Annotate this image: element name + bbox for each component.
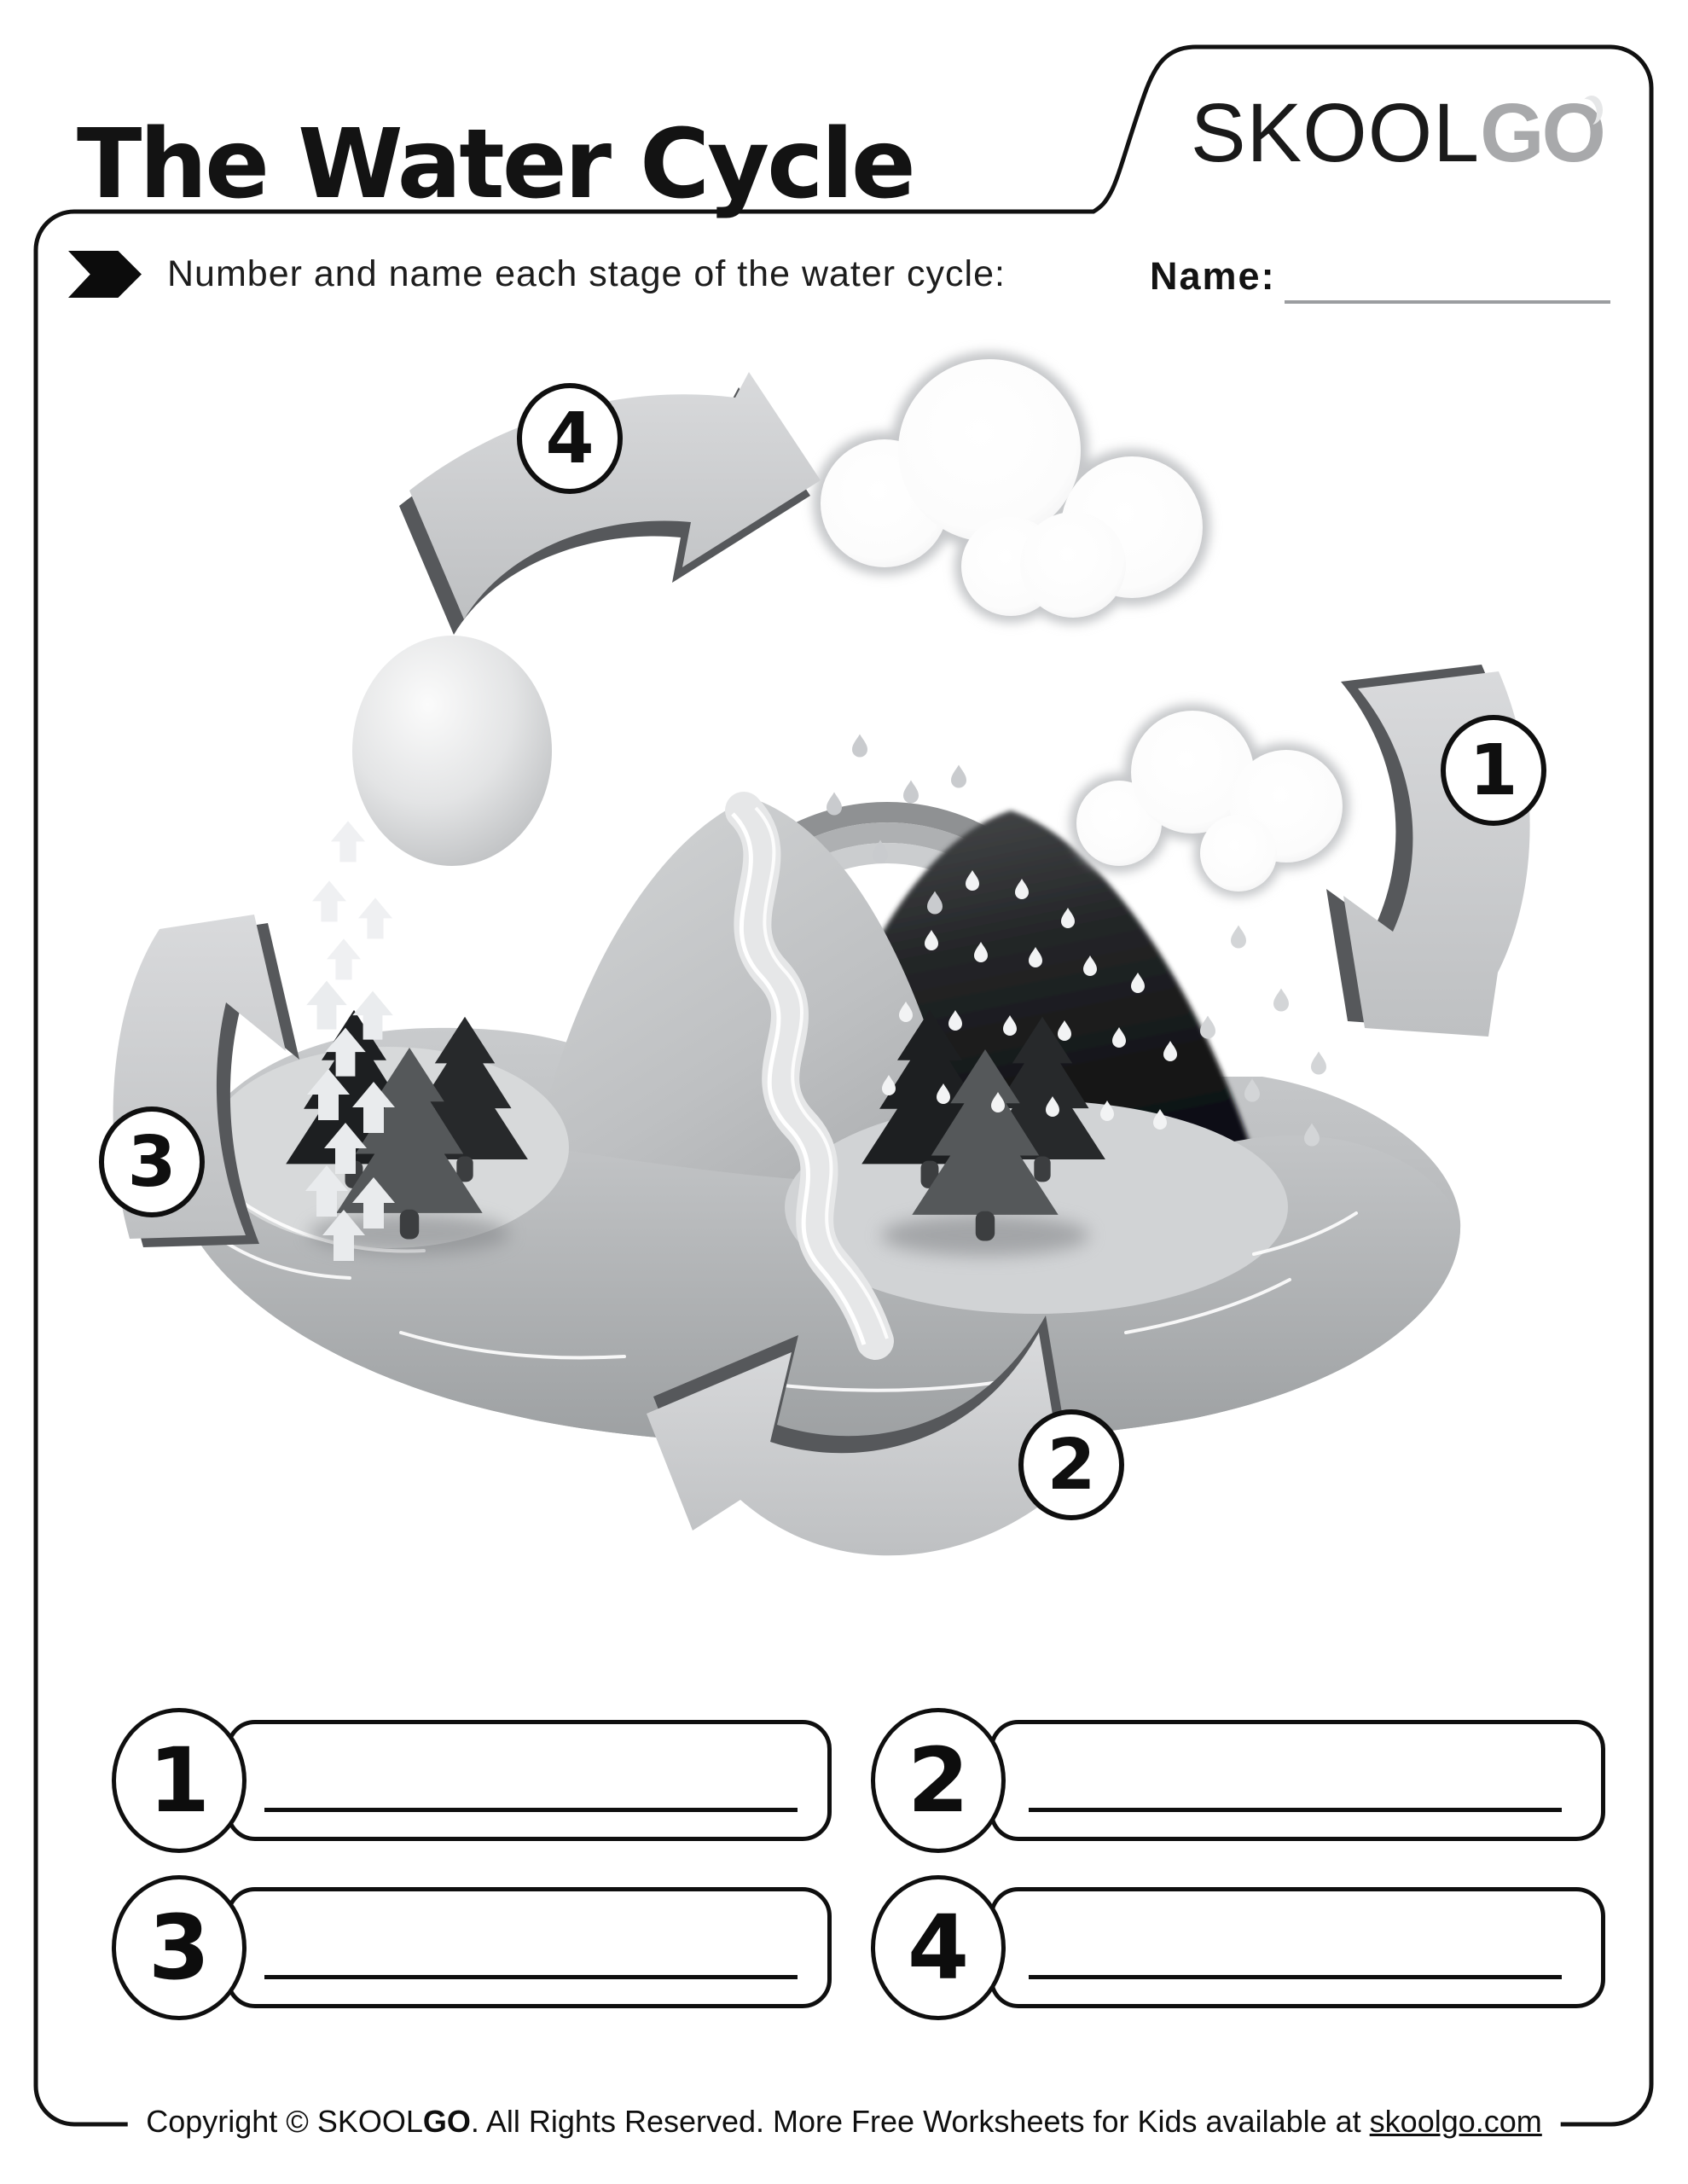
- answer-box-4: [989, 1887, 1605, 2008]
- name-label: Name:: [1150, 254, 1276, 298]
- instruction-text: Number and name each stage of the water cycle:: [167, 253, 1006, 294]
- answer-number-4: 4: [871, 1875, 1006, 2020]
- answer-number-3: 3: [112, 1875, 247, 2020]
- answer-line-2[interactable]: [1029, 1808, 1562, 1812]
- logo-lens-icon: [1575, 99, 1597, 128]
- answer-line-3[interactable]: [264, 1975, 798, 1979]
- answer-box-3: [226, 1887, 832, 2008]
- brand-logo: [1190, 85, 1604, 181]
- answer-line-1[interactable]: [264, 1808, 798, 1812]
- footer-text-prefix: Copyright © SKOOL: [146, 2104, 423, 2139]
- big-cloud-icon: [813, 351, 1210, 624]
- footer-copyright: [127, 2104, 1561, 2140]
- instruction-row: [68, 251, 1006, 298]
- answer-number-2: 2: [871, 1708, 1006, 1853]
- answer-box-2: [989, 1720, 1605, 1841]
- stage-badge-2: 2: [1018, 1409, 1124, 1520]
- footer-text-suffix: . All Rights Reserved. More Free Worksheets for Kids available at: [470, 2104, 1370, 2139]
- sun-icon: [352, 636, 552, 866]
- stage-badge-3: 3: [99, 1107, 205, 1217]
- brand-logo-black: SKOOL: [1190, 86, 1481, 179]
- stage-badge-1: 1: [1441, 715, 1546, 826]
- stage-badge-4: 4: [517, 383, 623, 494]
- answer-number-1: 1: [112, 1708, 247, 1853]
- answer-box-1: [226, 1720, 832, 1841]
- brand-logo-gray: GO: [1480, 86, 1604, 179]
- small-cloud-icon: [1070, 704, 1349, 897]
- name-input-line[interactable]: [1285, 300, 1610, 304]
- chevron-tag-icon: [68, 251, 142, 298]
- page-title: The Water Cycle: [77, 109, 914, 221]
- footer-link[interactable]: skoolgo.com: [1369, 2104, 1542, 2139]
- footer-brand-bold: GO: [422, 2104, 471, 2139]
- answer-line-4[interactable]: [1029, 1975, 1562, 1979]
